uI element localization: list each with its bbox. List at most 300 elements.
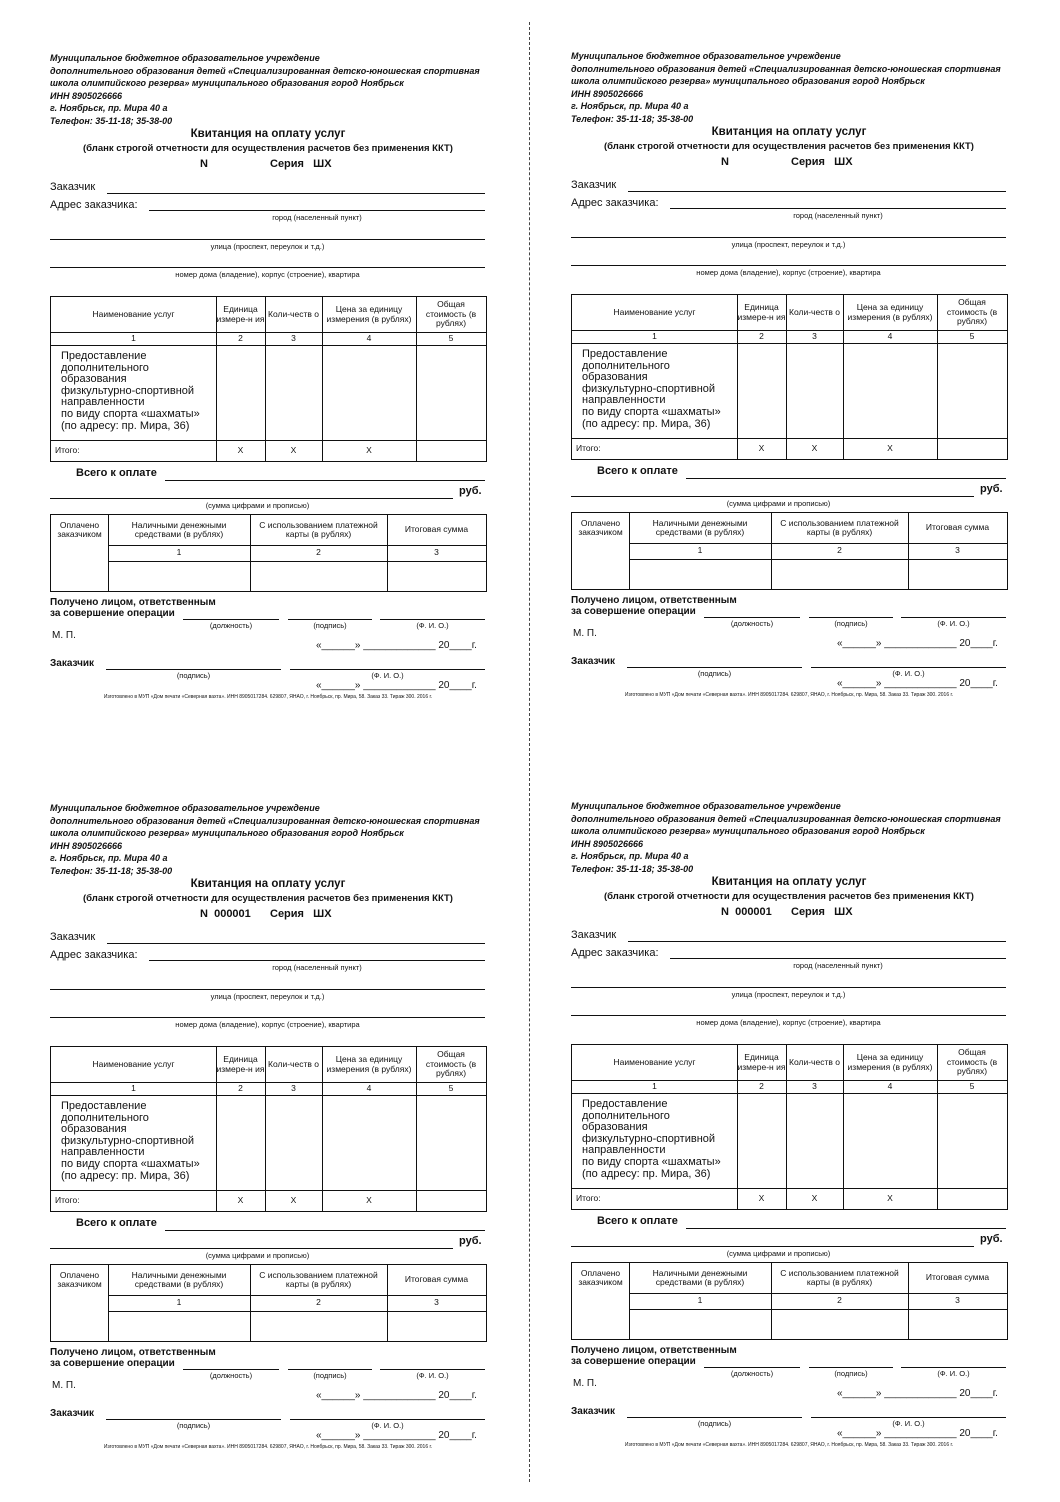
customer-signature-field[interactable] [106,669,281,670]
column-number: 3 [812,330,817,341]
sum-words-field[interactable] [571,496,974,497]
customer-signature-field[interactable] [627,667,802,668]
address-label: Адрес заказчика: [571,197,659,209]
number-group [200,158,211,170]
service-line: Предоставление [582,1098,668,1110]
service-line: по виду спорта «шахматы» [582,1155,721,1168]
series-label: Серия [791,156,825,168]
house-caption: номер дома (владение), корпус (строение), квартира [175,1020,360,1029]
total-due-field[interactable] [686,478,1006,479]
number-group [721,906,772,918]
org-address: г. Ноябрьск, пр. Мира 40 а [50,853,168,863]
customer-field[interactable] [107,193,485,194]
service-description [61,351,221,432]
address-label: Адрес заказчика: [571,947,659,959]
signature-caption: (подпись) [834,619,868,628]
receipt-title: Квитанция на оплату услуг [711,126,867,138]
receipt-number[interactable]: 000001 [735,906,772,918]
service-description [61,1101,221,1182]
header-quantity: Коли-честв о [268,1058,319,1069]
header-service-name: Наименование услуг [613,306,696,317]
street-caption: улица (проспект, переулок и т.д.) [210,992,325,1001]
total-due-label: Всего к оплате [597,465,678,477]
name-caption: (Ф. И. О.) [892,1419,925,1428]
house-caption: номер дома (владение), корпус (строение), квартира [696,268,881,277]
received-label-2: за совершение операции [50,1358,175,1369]
payment-table [571,512,1008,590]
org-phone: Телефон: 35-11-18; 35-38-00 [571,863,694,874]
column-number: 4 [887,1080,893,1091]
name-caption: (Ф. И. О.) [371,671,404,680]
column-number: 5 [448,1082,454,1093]
sum-caption: (сумма цифрами и прописью) [205,1251,310,1260]
position-caption: (должность) [209,1371,253,1380]
received-label-1: Получено лицом, ответственным [50,597,216,608]
position-field[interactable] [183,619,279,620]
org-line: дополнительного образования детей «Специализированная детско-юношеская спортивная [50,815,480,826]
customer-signature-field[interactable] [106,1419,281,1420]
city-field[interactable] [670,208,1006,209]
receipt-title: Квитанция на оплату услуг [190,128,346,140]
header-paid-by-customer: Оплачено заказчиком [578,1267,623,1287]
header-cash: Наличными денежными средствами (в рублях) [131,1269,227,1289]
header-unit-price: Цена за единицу измерения (в рублях) [326,304,412,324]
column-number: 2 [316,1297,321,1308]
total-due-label: Всего к оплате [76,1217,157,1229]
header-unit: Единица измере-н ия [216,304,265,324]
street-field[interactable] [50,239,485,240]
stamp-label: М. П. [573,1378,597,1389]
total-unit-mark: Х [237,445,244,456]
sum-words-field[interactable] [50,498,453,499]
signature-caption: (подпись) [176,671,211,680]
name-field[interactable] [380,619,485,620]
series-label: Серия [270,158,304,170]
total-label: Итого: [55,445,80,456]
column-number: 1 [131,1082,136,1093]
total-due-label: Всего к оплате [76,467,157,479]
header-final-sum: Итоговая сумма [404,524,469,535]
receipt-subtitle: (бланк строгой отчетности для осуществления расчетов без применения ККТ) [83,893,453,904]
number-label: N [200,158,208,170]
header-service-name: Наименование услуг [613,1056,696,1067]
service-line: физкультурно-спортивной [61,384,195,397]
org-line: Муниципальное бюджетное образовательное учреждение [50,53,320,63]
org-line: дополнительного образования детей «Специализированная детско-юношеская спортивная [571,63,1001,74]
total-price-mark: Х [366,1195,372,1206]
header-unit: Единица измере-н ия [737,302,786,322]
signature-caption: (подпись) [697,669,732,678]
name-caption: (Ф. И. О.) [892,669,925,678]
org-line: школа олимпийского резерва» муниципального образования город Ноябрьск [571,826,925,836]
service-line: по виду спорта «шахматы» [61,1157,200,1170]
receipt-subtitle: (бланк строгой отчетности для осуществления расчетов без применения ККТ) [83,143,453,154]
customer-date-field[interactable]: «______» _____________ 20____г. [837,678,998,689]
name-caption: (Ф. И. О.) [937,619,970,628]
header-unit-price: Цена за единицу измерения (в рублях) [847,1052,933,1072]
header-total-cost: Общая стоимость (в рублях) [946,1047,998,1077]
service-line: физкультурно-спортивной [582,1132,716,1145]
received-label-2: за совершение операции [571,1356,696,1367]
service-line: дополнительного [582,359,670,372]
header-service-name: Наименование услуг [92,1058,175,1069]
receipt-subtitle: (бланк строгой отчетности для осуществления расчетов без применения ККТ) [604,141,974,152]
number-label: N [721,906,729,918]
header-final-sum: Итоговая сумма [925,1272,990,1283]
receipt-bottom-left [50,802,486,1502]
number-label: N [721,156,729,168]
service-line: образования [582,1121,648,1134]
receipt-top-left [50,52,486,752]
service-description [582,1099,742,1180]
street-field[interactable] [571,237,1006,238]
header-card: С использованием платежной карты (в рублях) [780,517,899,537]
city-caption: город (населенный пункт) [272,963,362,972]
column-number: 2 [837,545,842,556]
service-line: дополнительного [582,1109,670,1122]
column-number: 2 [316,547,321,558]
payment-table [571,1262,1008,1340]
printer-footer: Изготовлено в МУП «Дом печати «Северная вахта». ИНН 8905017284. 629807, ЯНАО, г. Ноябрьск, пр. Мира, 58. Заказ 33. Тираж 300. 2016 г. [624,1442,954,1448]
service-line: (по адресу: пр. Мира, 36) [582,1167,711,1180]
sum-caption: (сумма цифрами и прописью) [205,501,310,510]
header-paid-by-customer: Оплачено заказчиком [57,519,102,539]
organization-header [50,52,490,127]
stamp-label: М. П. [52,1380,76,1391]
org-address: г. Ноябрьск, пр. Мира 40 а [571,101,689,111]
column-number: 2 [837,1295,842,1306]
column-number: 2 [238,1082,243,1093]
customer-label: Заказчик [50,181,96,193]
column-number: 1 [131,332,136,343]
total-label: Итого: [576,1193,601,1204]
cut-line [529,22,530,1482]
header-service-name: Наименование услуг [92,308,175,319]
org-phone: Телефон: 35-11-18; 35-38-00 [50,865,173,876]
service-description [582,349,742,430]
name-field[interactable] [901,1367,1006,1368]
header-cash: Наличными денежными средствами (в рублях) [131,519,227,539]
receipt-top-right [571,50,1007,750]
column-number: 3 [434,547,439,558]
total-quantity-mark: Х [811,1193,818,1204]
service-line: дополнительного [61,361,149,374]
name-caption: (Ф. И. О.) [937,1369,970,1378]
total-due-field[interactable] [165,1230,485,1231]
city-field[interactable] [149,210,485,211]
header-card: С использованием платежной карты (в рублях) [780,1267,899,1287]
header-quantity: Коли-честв о [268,308,319,319]
header-unit-price: Цена за единицу измерения (в рублях) [847,302,933,322]
header-cash: Наличными денежными средствами (в рублях) [652,1267,748,1287]
signature-caption: (подпись) [697,1419,732,1428]
organization-header [571,800,1011,875]
organization-header [571,50,1011,125]
city-caption: город (населенный пункт) [793,961,883,970]
customer-sign-label: Заказчик [50,658,95,669]
printer-footer: Изготовлено в МУП «Дом печати «Северная вахта». ИНН 8905017284. 629807, ЯНАО, г. Ноябрьск, пр. Мира, 58. Заказ 33. Тираж 300. 2016 г. [103,694,433,700]
column-number: 1 [697,545,703,556]
position-field[interactable] [183,1369,279,1370]
stamp-label: М. П. [52,630,76,641]
address-label: Адрес заказчика: [50,949,138,961]
header-paid-by-customer: Оплачено заказчиком [57,1269,102,1289]
position-field[interactable] [704,617,800,618]
column-number: 1 [697,1295,703,1306]
header-total-cost: Общая стоимость (в рублях) [946,297,998,327]
org-line: школа олимпийского резерва» муниципального образования город Ноябрьск [50,828,404,838]
signature-caption: (подпись) [313,621,347,630]
sum-caption: (сумма цифрами и прописью) [726,1249,831,1258]
column-number: 4 [366,332,372,343]
service-line: направленности [582,1144,666,1157]
stamp-label: М. П. [573,628,597,639]
customer-label: Заказчик [50,931,96,943]
signature-field[interactable] [809,1367,893,1368]
total-unit-mark: Х [758,443,765,454]
customer-date-field[interactable]: «______» _____________ 20____г. [316,680,477,691]
org-line: дополнительного образования детей «Специализированная детско-юношеская спортивная [50,65,480,76]
number-group [721,156,732,168]
customer-sign-label: Заказчик [50,1408,95,1419]
house-caption: номер дома (владение), корпус (строение), квартира [696,1018,881,1027]
received-label-2: за совершение операции [571,606,696,617]
date-field[interactable]: «______» _____________ 20____г. [316,640,477,651]
service-line: (по адресу: пр. Мира, 36) [582,417,711,430]
customer-sign-label: Заказчик [571,1406,616,1417]
date-field[interactable]: «______» _____________ 20____г. [837,1388,998,1399]
receipt-subtitle: (бланк строгой отчетности для осуществления расчетов без применения ККТ) [604,891,974,902]
org-line: Муниципальное бюджетное образовательное учреждение [50,803,320,813]
total-quantity-mark: Х [290,1195,297,1206]
customer-label: Заказчик [571,929,617,941]
customer-name-field[interactable] [290,669,485,670]
org-phone: Телефон: 35-11-18; 35-38-00 [571,113,694,124]
customer-field[interactable] [628,191,1006,192]
street-caption: улица (проспект, переулок и т.д.) [210,242,325,251]
total-label: Итого: [55,1195,80,1206]
name-caption: (Ф. И. О.) [371,1421,404,1430]
org-address: г. Ноябрьск, пр. Мира 40 а [50,103,168,113]
customer-field[interactable] [107,943,485,944]
position-caption: (должность) [730,619,774,628]
header-cash: Наличными денежными средствами (в рублях) [652,517,748,537]
column-number: 1 [176,1297,182,1308]
service-line: по виду спорта «шахматы» [582,405,721,418]
service-line: образования [61,1123,127,1136]
total-price-mark: Х [366,445,372,456]
total-quantity-mark: Х [290,445,297,456]
house-field[interactable] [571,1015,1006,1016]
series-label: Серия [270,908,304,920]
name-field[interactable] [901,617,1006,618]
signature-caption: (подпись) [834,1369,868,1378]
total-due-field[interactable] [165,480,485,481]
service-line: направленности [61,1146,145,1159]
house-field[interactable] [571,265,1006,266]
house-caption: номер дома (владение), корпус (строение), квартира [175,270,360,279]
city-field[interactable] [149,960,485,961]
street-field[interactable] [50,989,485,990]
receipt-number[interactable]: 000001 [214,908,251,920]
number-label: N [200,908,208,920]
series-value: ШХ [834,156,853,168]
header-final-sum: Итоговая сумма [925,522,990,533]
position-field[interactable] [704,1367,800,1368]
customer-name-field[interactable] [811,1417,1006,1418]
currency-label: руб. [980,483,1003,495]
customer-label: Заказчик [571,179,617,191]
signature-field[interactable] [288,1369,372,1370]
signature-caption: (подпись) [313,1371,347,1380]
service-line: по виду спорта «шахматы» [61,407,200,420]
date-field[interactable]: «______» _____________ 20____г. [837,638,998,649]
currency-label: руб. [459,485,482,497]
header-unit: Единица измере-н ия [737,1052,786,1072]
received-label-1: Получено лицом, ответственным [50,1347,216,1358]
service-line: физкультурно-спортивной [582,382,716,395]
header-card: С использованием платежной карты (в рублях) [259,1269,378,1289]
sum-caption: (сумма цифрами и прописью) [726,499,831,508]
header-unit-price: Цена за единицу измерения (в рублях) [326,1054,412,1074]
customer-signature-field[interactable] [627,1417,802,1418]
receipt-bottom-right [571,800,1007,1500]
received-label-1: Получено лицом, ответственным [571,1345,737,1356]
printer-footer: Изготовлено в МУП «Дом печати «Северная вахта». ИНН 8905017284. 629807, ЯНАО, г. Ноябрьск, пр. Мира, 58. Заказ 33. Тираж 300. 2016 г. [624,692,954,698]
services-table [571,1044,1008,1210]
received-label-2: за совершение операции [50,608,175,619]
header-unit: Единица измере-н ия [216,1054,265,1074]
column-number: 3 [434,1297,439,1308]
header-total-cost: Общая стоимость (в рублях) [425,1049,477,1079]
column-number: 1 [652,330,657,341]
org-line: Муниципальное бюджетное образовательное учреждение [571,51,841,61]
series-group [791,156,853,168]
org-line: школа олимпийского резерва» муниципального образования город Ноябрьск [50,78,404,88]
customer-date-field[interactable]: «______» _____________ 20____г. [837,1428,998,1439]
series-value: ШХ [834,906,853,918]
total-label: Итого: [576,443,601,454]
street-caption: улица (проспект, переулок и т.д.) [731,990,846,999]
column-number: 4 [366,1082,372,1093]
services-table [50,1046,487,1212]
series-group [270,908,332,920]
org-address: г. Ноябрьск, пр. Мира 40 а [571,851,689,861]
service-line: (по адресу: пр. Мира, 36) [61,419,190,432]
name-field[interactable] [380,1369,485,1370]
header-paid-by-customer: Оплачено заказчиком [578,517,623,537]
column-number: 5 [969,1080,975,1091]
street-field[interactable] [571,987,1006,988]
column-number: 5 [448,332,454,343]
total-quantity-mark: Х [811,443,818,454]
receipt-title: Квитанция на оплату услуг [711,876,867,888]
org-phone: Телефон: 35-11-18; 35-38-00 [50,115,173,126]
column-number: 1 [652,1080,657,1091]
header-quantity: Коли-честв о [789,306,840,317]
org-inn: ИНН 8905026666 [50,840,123,851]
position-caption: (должность) [730,1369,774,1378]
org-line: Муниципальное бюджетное образовательное учреждение [571,801,841,811]
series-value: ШХ [313,158,332,170]
city-caption: город (населенный пункт) [793,211,883,220]
signature-field[interactable] [809,617,893,618]
column-number: 3 [291,332,296,343]
organization-header [50,802,490,877]
customer-name-field[interactable] [290,1419,485,1420]
received-label-1: Получено лицом, ответственным [571,595,737,606]
header-quantity: Коли-честв о [789,1056,840,1067]
service-line: образования [582,371,648,384]
city-caption: город (населенный пункт) [272,213,362,222]
sum-words-field[interactable] [571,1246,974,1247]
total-unit-mark: Х [758,1193,765,1204]
org-inn: ИНН 8905026666 [571,838,644,849]
service-line: направленности [61,396,145,409]
services-table [50,296,487,462]
column-number: 2 [759,330,764,341]
org-line: дополнительного образования детей «Специализированная детско-юношеская спортивная [571,813,1001,824]
customer-field[interactable] [628,941,1006,942]
receipt-title: Квитанция на оплату услуг [190,878,346,890]
date-field[interactable]: «______» _____________ 20____г. [316,1390,477,1401]
series-group [270,158,332,170]
customer-name-field[interactable] [811,667,1006,668]
address-label: Адрес заказчика: [50,199,138,211]
printer-footer: Изготовлено в МУП «Дом печати «Северная вахта». ИНН 8905017284. 629807, ЯНАО, г. Ноябрьск, пр. Мира, 58. Заказ 33. Тираж 300. 2016 г. [103,1444,433,1450]
column-number: 3 [812,1080,817,1091]
header-final-sum: Итоговая сумма [404,1274,469,1285]
series-value: ШХ [313,908,332,920]
service-line: физкультурно-спортивной [61,1134,195,1147]
total-due-field[interactable] [686,1228,1006,1229]
series-label: Серия [791,906,825,918]
column-number: 3 [955,1295,960,1306]
sum-words-field[interactable] [50,1248,453,1249]
customer-date-field[interactable]: «______» _____________ 20____г. [316,1430,477,1441]
services-table [571,294,1008,460]
column-number: 5 [969,330,975,341]
column-number: 2 [759,1080,764,1091]
payment-table [50,1264,487,1342]
customer-sign-label: Заказчик [571,656,616,667]
house-field[interactable] [50,1017,485,1018]
name-caption: (Ф. И. О.) [416,621,449,630]
city-field[interactable] [670,958,1006,959]
column-number: 3 [955,545,960,556]
service-line: образования [61,373,127,386]
signature-caption: (подпись) [176,1421,211,1430]
service-line: Предоставление [61,1100,147,1112]
series-group [791,906,853,918]
column-number: 2 [238,332,243,343]
signature-field[interactable] [288,619,372,620]
service-line: (по адресу: пр. Мира, 36) [61,1169,190,1182]
name-caption: (Ф. И. О.) [416,1371,449,1380]
service-line: направленности [582,394,666,407]
org-inn: ИНН 8905026666 [50,90,123,101]
header-total-cost: Общая стоимость (в рублях) [425,299,477,329]
service-line: Предоставление [582,348,668,360]
payment-table [50,514,487,592]
org-line: школа олимпийского резерва» муниципального образования город Ноябрьск [571,76,925,86]
total-unit-mark: Х [237,1195,244,1206]
column-number: 1 [176,547,182,558]
currency-label: руб. [459,1235,482,1247]
total-price-mark: Х [887,1193,893,1204]
house-field[interactable] [50,267,485,268]
number-group [200,908,251,920]
